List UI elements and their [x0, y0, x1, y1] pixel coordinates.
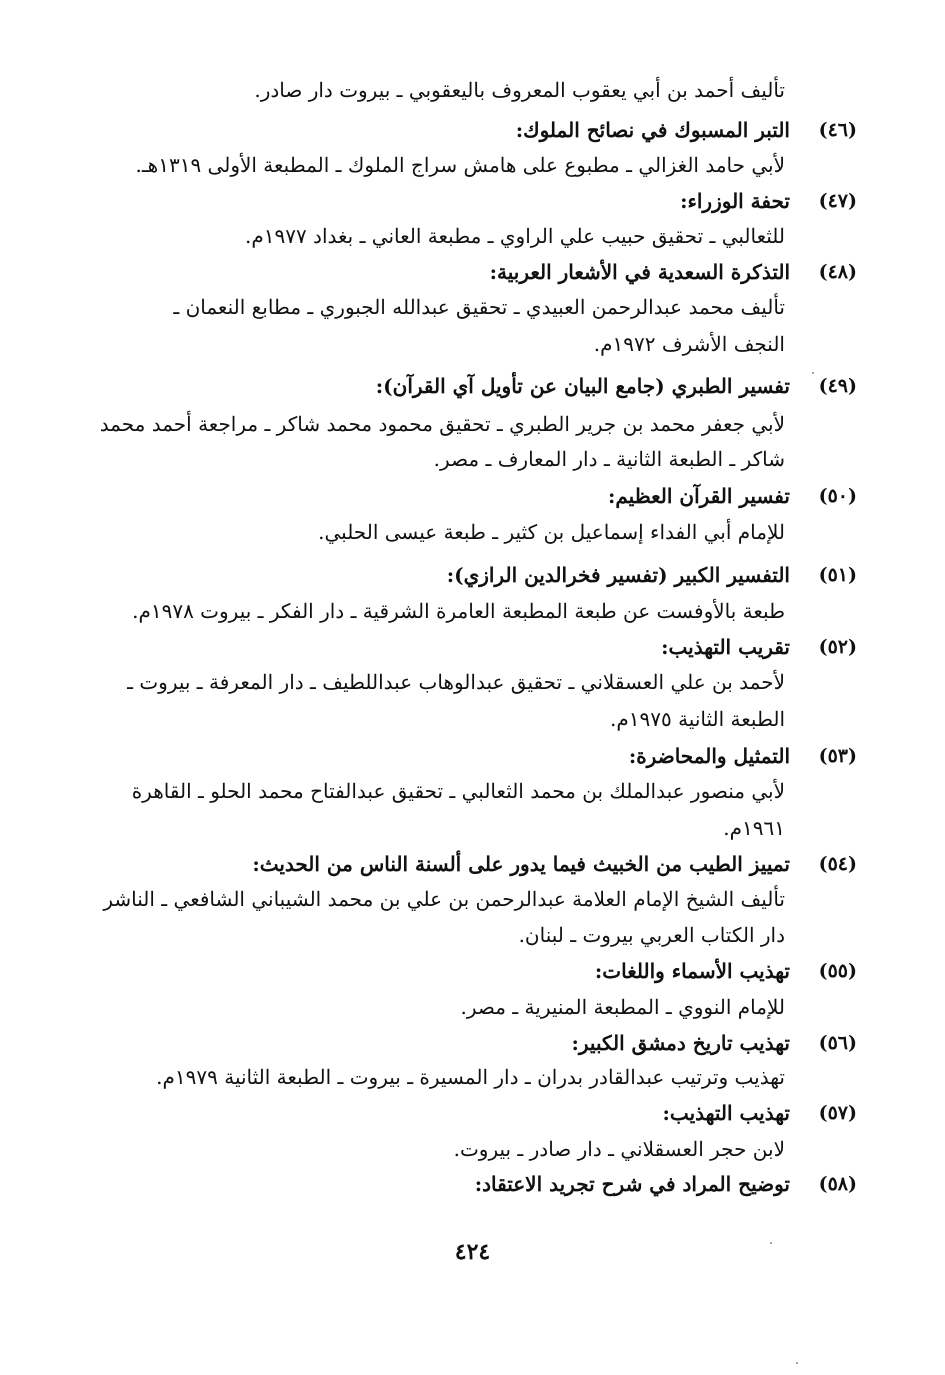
entry-number: (٥١) [818, 564, 857, 586]
entry-number: (٥٥) [818, 960, 857, 982]
entry-number: (٥٠) [818, 485, 857, 507]
entry-text-line: تأليف الشيخ الإمام العلامة عبدالرحمن بن علي بن محمد الشيباني الشافعي ـ الناشر [103, 887, 785, 911]
entry-title: تهذيب التهذيب: [662, 1101, 790, 1125]
scan-speck [770, 1242, 772, 1244]
entry-text-line: تهذيب وترتيب عبدالقادر بدران ـ دار المسيرة ـ بيروت ـ الطبعة الثانية ١٩٧٩م. [156, 1065, 785, 1089]
entry-title: التبر المسبوك في نصائح الملوك: [515, 118, 790, 142]
entry-title: توضيح المراد في شرح تجريد الاعتقاد: [474, 1172, 790, 1196]
entry-text-line: للثعالبي ـ تحقيق حبيب علي الراوي ـ مطبعة العاني ـ بغداد ١٩٧٧م. [244, 224, 785, 248]
entry-title: التذكرة السعدية في الأشعار العربية: [489, 260, 790, 284]
entry-text-line: لأحمد بن علي العسقلاني ـ تحقيق عبدالوهاب عبداللطيف ـ دار المعرفة ـ بيروت ـ [127, 670, 785, 694]
entry-text-line: لابن حجر العسقلاني ـ دار صادر ـ بيروت. [453, 1137, 785, 1161]
page-number: ٤٢٤ [454, 1239, 491, 1265]
entry-number: (٤٧) [818, 190, 857, 212]
entry-number: (٤٩) [818, 375, 857, 397]
entry-text-line: دار الكتاب العربي بيروت ـ لبنان. [518, 923, 785, 947]
entry-number: (٥٤) [818, 853, 857, 875]
entry-text-line: شاكر ـ الطبعة الثانية ـ دار المعارف ـ مصر. [433, 447, 785, 471]
entry-title: التمثيل والمحاضرة: [628, 744, 790, 768]
scan-speck [812, 372, 814, 374]
entry-number: (٥٣) [818, 745, 857, 767]
entry-text-line: للإمام النووي ـ المطبعة المنيرية ـ مصر. [460, 995, 785, 1019]
entry-number: (٥٧) [818, 1102, 857, 1124]
entry-text-line: لأبي جعفر محمد بن جرير الطبري ـ تحقيق محمود محمد شاكر ـ مراجعة أحمد محمد [99, 412, 785, 436]
entry-text-line: لأبي منصور عبدالملك بن محمد الثعالبي ـ تحقيق عبدالفتاح محمد الحلو ـ القاهرة [131, 779, 785, 803]
entry-title: تهذيب الأسماء واللغات: [594, 959, 790, 983]
entry-text-line: الطبعة الثانية ١٩٧٥م. [610, 707, 785, 731]
entry-title: تفسير القرآن العظيم: [607, 484, 790, 508]
entry-title: تهذيب تاريخ دمشق الكبير: [571, 1031, 790, 1055]
entry-number: (٤٦) [818, 119, 857, 141]
entry-number: (٥٢) [818, 636, 857, 658]
entry-text-line: للإمام أبي الفداء إسماعيل بن كثير ـ طبعة عيسى الحلبي. [318, 520, 785, 544]
entry-title: تمييز الطيب من الخبيث فيما يدور على ألسنة الناس من الحديث: [252, 852, 790, 876]
entry-title: تحفة الوزراء: [680, 189, 790, 213]
entry-text-line: تأليف محمد عبدالرحمن العبيدي ـ تحقيق عبدالله الجبوري ـ مطابع النعمان ـ [173, 295, 785, 319]
entry-number: (٤٨) [818, 261, 857, 283]
entry-title: تقريب التهذيب: [661, 635, 790, 659]
scan-speck [796, 1362, 798, 1364]
entry-text-line: تأليف أحمد بن أبي يعقوب المعروف باليعقوبي ـ بيروت دار صادر. [254, 78, 785, 102]
entry-number: (٥٦) [818, 1032, 857, 1054]
entry-text-line: ١٩٦١م. [723, 816, 785, 840]
entry-text-line: طبعة بالأوفست عن طبعة المطبعة العامرة الشرقية ـ دار الفكر ـ بيروت ١٩٧٨م. [132, 599, 785, 623]
entry-text-line: لأبي حامد الغزالي ـ مطبوع على هامش سراج الملوك ـ المطبعة الأولى ١٣١٩هـ. [135, 153, 785, 177]
entry-title: التفسير الكبير (تفسير فخرالدين الرازي): [446, 563, 790, 587]
entry-number: (٥٨) [818, 1173, 857, 1195]
entry-text-line: النجف الأشرف ١٩٧٢م. [593, 332, 785, 356]
entry-title: تفسير الطبري (جامع البيان عن تأويل آي القرآن): [375, 374, 790, 398]
